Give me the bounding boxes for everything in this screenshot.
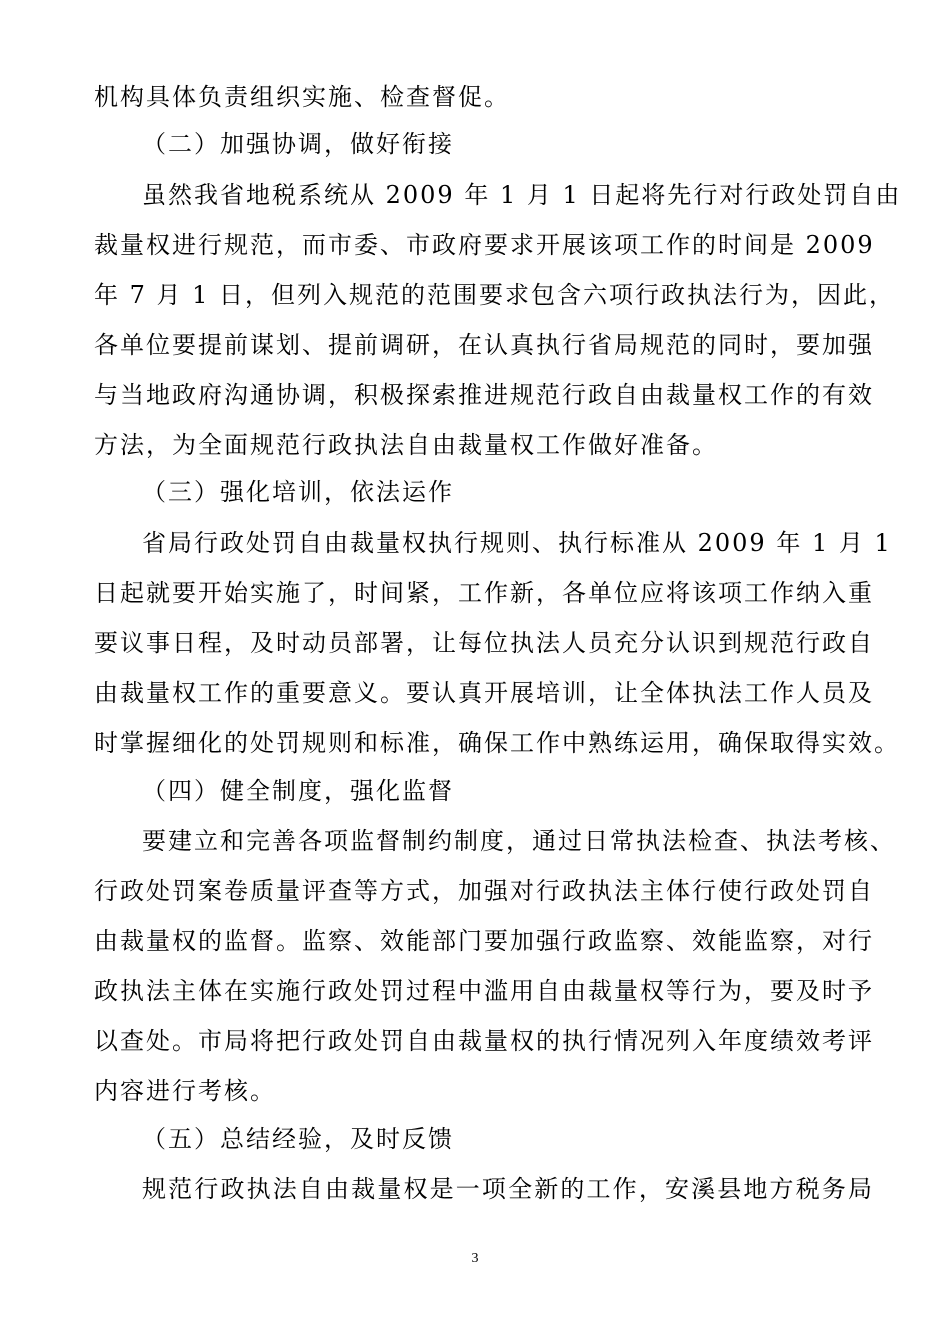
section-heading: （四）健全制度，强化监督 [142,777,454,805]
body-line: 时掌握细化的处罚规则和标准，确保工作中熟练运用，确保取得实效。 [94,729,900,757]
body-line: 机构具体负责组织实施、检查督促。 [94,83,510,111]
body-line: 日起就要开始实施了，时间紧，工作新，各单位应将该项工作纳入重 [94,579,874,607]
body-line: 省局行政处罚自由裁量权执行规则、执行标准从 2009 年 1 月 1 [142,529,892,557]
body-line: 规范行政执法自由裁量权是一项全新的工作，安溪县地方税务局 [142,1175,874,1203]
body-line: 内容进行考核。 [94,1077,276,1105]
section-heading: （二）加强协调，做好衔接 [142,130,454,158]
body-line: 虽然我省地税系统从 2009 年 1 月 1 日起将先行对行政处罚自由 [142,181,902,209]
body-line: 年 7 月 1 日，但列入规范的范围要求包含六项行政执法行为，因此， [94,281,896,309]
body-line: 由裁量权工作的重要意义。要认真开展培训，让全体执法工作人员及 [94,679,874,707]
page-number: 3 [471,1251,479,1266]
body-line: 要议事日程，及时动员部署，让每位执法人员充分认识到规范行政自 [94,629,874,657]
body-line: 政执法主体在实施行政处罚过程中滥用自由裁量权等行为，要及时予 [94,977,874,1005]
section-heading: （三）强化培训，依法运作 [142,478,454,506]
body-line: 与当地政府沟通协调，积极探索推进规范行政自由裁量权工作的有效 [94,381,874,409]
body-line: 要建立和完善各项监督制约制度，通过日常执法检查、执法考核、 [142,827,896,855]
body-line: 方法，为全面规范行政执法自由裁量权工作做好准备。 [94,431,718,459]
section-heading: （五）总结经验，及时反馈 [142,1125,454,1153]
body-line: 以查处。市局将把行政处罚自由裁量权的执行情况列入年度绩效考评 [94,1027,874,1055]
body-line: 由裁量权的监督。监察、效能部门要加强行政监察、效能监察，对行 [94,927,874,955]
body-line: 裁量权进行规范，而市委、市政府要求开展该项工作的时间是 2009 [94,231,875,259]
body-line: 各单位要提前谋划、提前调研，在认真执行省局规范的同时，要加强 [94,331,874,359]
body-line: 行政处罚案卷质量评查等方式，加强对行政执法主体行使行政处罚自 [94,877,874,905]
